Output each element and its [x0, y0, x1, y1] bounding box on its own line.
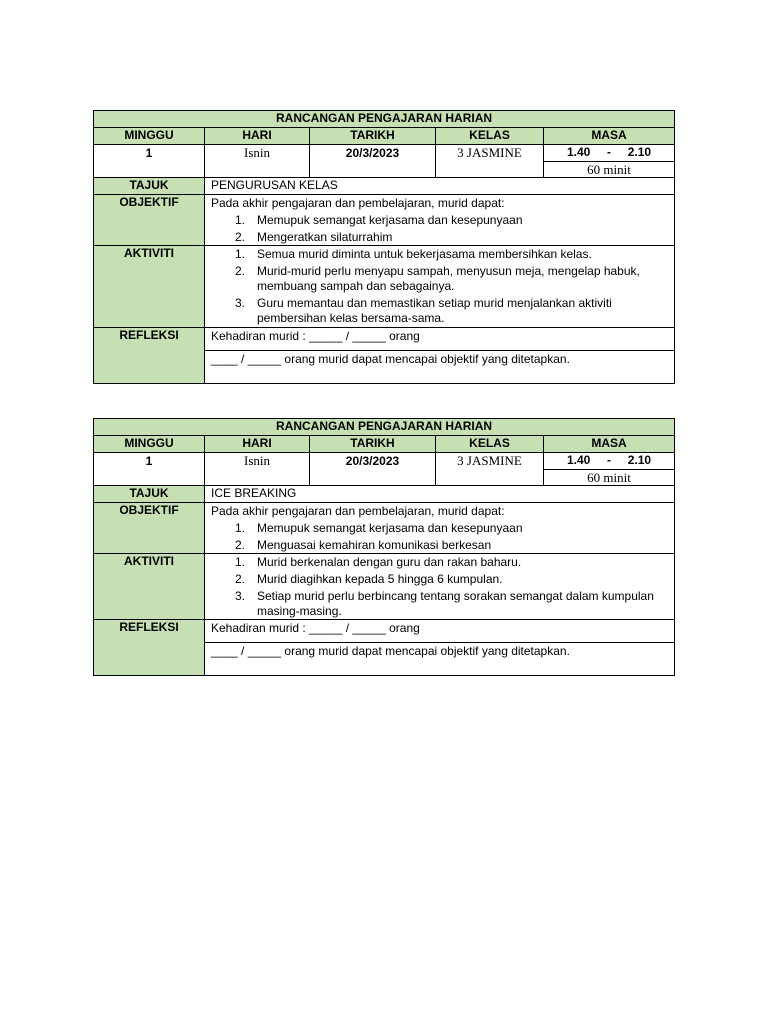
header-minggu: MINGGU — [94, 128, 205, 145]
masa-separator: - — [607, 145, 612, 159]
header-kelas: KELAS — [436, 128, 544, 145]
aktiviti-label: AKTIVITI — [94, 554, 205, 620]
plan-title: RANCANGAN PENGAJARAN HARIAN — [94, 111, 675, 128]
value-kelas: 3 JASMINE — [436, 145, 544, 178]
aktiviti-cell — [205, 554, 675, 620]
objektif-label: OBJEKTIF — [94, 195, 205, 246]
aktiviti-item: 2. Murid-murid perlu menyapu sampah, menyusun meja, mengelap habuk, membuang sampah dan sebagainya. — [235, 264, 640, 293]
header-tarikh: TARIKH — [310, 436, 436, 453]
aktiviti-item: 1. Murid berkenalan dengan guru dan rakan baharu. — [235, 555, 522, 569]
value-kelas: 3 JASMINE — [436, 453, 544, 486]
value-duration: 60 minit — [544, 162, 675, 178]
value-tarikh: 20/3/2023 — [310, 145, 436, 178]
masa-start: 1.40 — [567, 453, 591, 467]
header-minggu: MINGGU — [94, 436, 205, 453]
refleksi-objective: ____ / _____ orang murid dapat mencapai objektif yang ditetapkan. — [205, 351, 675, 384]
objektif-item: 1. Memupuk semangat kerjasama dan kesepunyaan — [235, 521, 523, 535]
lesson-plan-table-2 — [93, 418, 675, 676]
aktiviti-item: 1. Semua murid diminta untuk bekerjasama membersihkan kelas. — [235, 247, 592, 261]
objektif-cell — [205, 503, 675, 554]
plan-title: RANCANGAN PENGAJARAN HARIAN — [94, 419, 675, 436]
objektif-cell — [205, 195, 675, 246]
refleksi-attendance: Kehadiran murid : _____ / _____ orang — [205, 328, 675, 351]
value-masa — [544, 453, 675, 470]
tajuk-label: TAJUK — [94, 178, 205, 195]
value-masa — [544, 145, 675, 162]
refleksi-label: REFLEKSI — [94, 620, 205, 676]
value-minggu: 1 — [94, 145, 205, 178]
objektif-item: 1. Memupuk semangat kerjasama dan kesepunyaan — [235, 213, 523, 227]
refleksi-objective: ____ / _____ orang murid dapat mencapai objektif yang ditetapkan. — [205, 643, 675, 676]
value-duration: 60 minit — [544, 470, 675, 486]
objektif-intro: Pada akhir pengajaran dan pembelajaran, murid dapat: — [211, 504, 505, 518]
aktiviti-item: 3. Setiap murid perlu berbincang tentang sorakan semangat dalam kumpulan masing-masing. — [235, 589, 654, 618]
header-masa: MASA — [544, 128, 675, 145]
header-masa: MASA — [544, 436, 675, 453]
lesson-plan-table-1 — [93, 110, 675, 384]
aktiviti-item: 2. Murid diagihkan kepada 5 hingga 6 kumpulan. — [235, 572, 503, 586]
masa-separator: - — [607, 453, 612, 467]
header-kelas: KELAS — [436, 436, 544, 453]
value-tarikh: 20/3/2023 — [310, 453, 436, 486]
header-hari: HARI — [205, 436, 310, 453]
tajuk-value: PENGURUSAN KELAS — [205, 178, 675, 195]
masa-end: 2.10 — [627, 453, 652, 467]
aktiviti-item: 3. Guru memantau dan memastikan setiap murid menjalankan aktiviti pembersihan kelas bersama-sama. — [235, 296, 612, 325]
objektif-intro: Pada akhir pengajaran dan pembelajaran, murid dapat: — [211, 196, 505, 210]
tajuk-value: ICE BREAKING — [205, 486, 675, 503]
masa-start: 1.40 — [567, 145, 591, 159]
value-hari: Isnin — [205, 453, 310, 486]
masa-end: 2.10 — [627, 145, 652, 159]
objektif-label: OBJEKTIF — [94, 503, 205, 554]
aktiviti-label: AKTIVITI — [94, 246, 205, 328]
value-minggu: 1 — [94, 453, 205, 486]
aktiviti-cell — [205, 246, 675, 328]
objektif-item: 2. Mengeratkan silaturrahim — [235, 230, 393, 244]
header-tarikh: TARIKH — [310, 128, 436, 145]
refleksi-attendance: Kehadiran murid : _____ / _____ orang — [205, 620, 675, 643]
value-hari: Isnin — [205, 145, 310, 178]
header-hari: HARI — [205, 128, 310, 145]
objektif-item: 2. Menguasai kemahiran komunikasi berkesan — [235, 538, 492, 552]
tajuk-label: TAJUK — [94, 486, 205, 503]
refleksi-label: REFLEKSI — [94, 328, 205, 384]
